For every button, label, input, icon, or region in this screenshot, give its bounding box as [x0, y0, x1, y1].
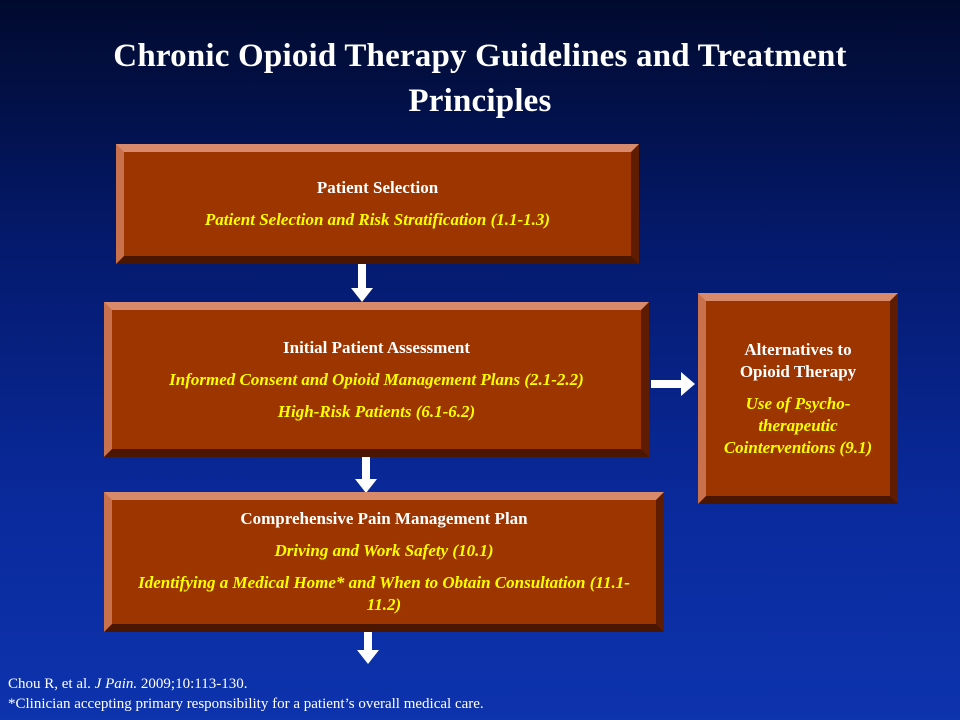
initial-assessment-heading: Initial Patient Assessment [283, 337, 470, 357]
patient-selection-box [116, 144, 639, 264]
arrow-right-icon [651, 372, 695, 396]
initial-assessment-box [104, 302, 649, 457]
alternatives-box [698, 293, 898, 504]
citation-journal: J Pain. [94, 676, 138, 692]
informed-consent-detail: Informed Consent and Opioid Management Plans (2.1-2.2) [169, 369, 584, 389]
alternatives-heading: Alternatives to Opioid Therapy [739, 339, 857, 381]
citation [8, 674, 247, 694]
patient-selection-heading: Patient Selection [316, 178, 439, 197]
alternatives-detail: Use of Psycho-therapeutic Cointerventions (9.1) [723, 393, 873, 457]
citation-details: 2009;10:113-130. [140, 676, 248, 692]
patient-selection-detail: Patient Selection and Risk Stratification (1.1-1.3) [204, 210, 551, 229]
arrow-down-2-icon [355, 457, 377, 493]
slide-title: Chronic Opioid Therapy Guidelines and Treatment Principles [113, 38, 847, 119]
arrow-down-3-icon [357, 632, 379, 664]
medical-home-footnote: *Clinician accepting primary responsibility for a patient’s overall medical care. [8, 696, 484, 712]
arrow-down-1-icon [351, 264, 373, 302]
medical-home-detail: Identifying a Medical Home* and When to Obtain Consultation (11.1-11.2) [138, 573, 630, 614]
pain-management-heading: Comprehensive Pain Management Plan [240, 509, 528, 528]
pain-management-box [104, 492, 664, 632]
citation-authors: Chou R, et al. [8, 676, 91, 692]
high-risk-detail: High-Risk Patients (6.1-6.2) [277, 401, 476, 421]
driving-safety-detail: Driving and Work Safety (10.1) [274, 541, 494, 560]
